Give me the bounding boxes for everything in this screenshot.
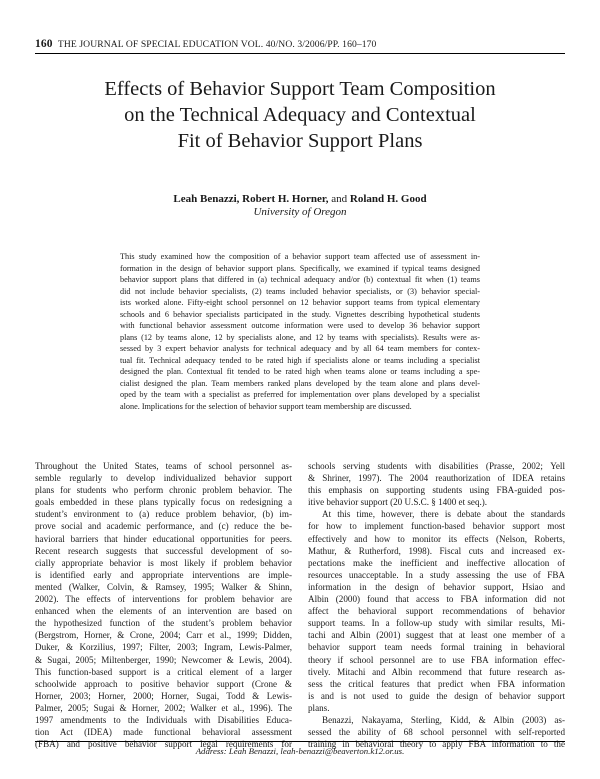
title-line: Effects of Behavior Support Team Composition <box>104 78 496 100</box>
text-line: plans for students who perform chronic problem behavior. The <box>35 485 292 496</box>
text-line: sess the critical features that predict when FBA information <box>308 678 565 689</box>
authors-first: Leah Benazzi, Robert H. Horner, <box>173 193 329 205</box>
text-line: resources unacceptable. In a study assessing the use of FBA <box>308 569 565 580</box>
text-line: training in behavioral theory to apply FBA information to the <box>308 739 565 750</box>
correspondence-address: Address: Leah Benazzi, leah-benazzi@beaverton.k12.or.us. <box>195 746 405 756</box>
text-line: This function-based support is a critical element of a larger <box>35 666 292 677</box>
text-line: havioral barriers that hinder educational opportunities for peers. <box>35 533 292 544</box>
header-rule <box>35 53 565 54</box>
text-line: Recent research suggests that successful development of so- <box>35 545 292 556</box>
journal-running-head: THE JOURNAL OF SPECIAL EDUCATION VOL. 40/NO. 3/2006/PP. 160–170 <box>57 39 377 50</box>
text-line: Throughout the United States, teams of school personnel as- <box>35 461 292 471</box>
abstract-line: ists worked alone. Fifty-eight school personnel on 12 behavior support teams from typical elementary <box>120 298 480 307</box>
abstract-line: tual fit. Technical adequacy tended to be rated high if specialists alone or teams including a specialist <box>120 355 480 365</box>
text-line: prove social and academic performance, and (c) reduce the be- <box>35 521 292 532</box>
abstract-line: did not include behavior specialists, (2) teams included behavior specialists, or (3) behavior special- <box>120 286 480 296</box>
text-line: tively. Mitachi and Albin recommend that future research as- <box>308 666 565 677</box>
abstract-line: formation in the design of behavior support plans. Specifically, we examined if typical teams designed <box>120 263 480 273</box>
authors-last: Roland H. Good <box>349 193 427 205</box>
text-line: cially appropriate behavior is most likely if problem behavior <box>35 557 292 568</box>
abstract-line: oped by the team with a specialist as preferred for implementation over plans developed by a specialist <box>120 390 480 399</box>
text-line: sessed the ability of 68 school personnel with self-reported <box>308 727 565 738</box>
page-number: 160 <box>35 38 53 50</box>
text-line: enhanced when the elements of an intervention are based on <box>35 606 292 617</box>
text-line: At this time, however, there is debate about the standards <box>322 509 565 520</box>
text-line: schoolwide approach to positive behavior support (Crone & <box>35 678 292 689</box>
body-column-right <box>308 460 565 750</box>
abstract-line: alone. Implications for the selection of behavior support team membership are discussed. <box>120 401 412 411</box>
text-line: plans. <box>308 702 330 713</box>
text-line: student’s environment to (a) reduce problem behavior, (b) im- <box>35 509 292 520</box>
text-line: behavior support team needs formal training in behavioral <box>308 642 565 653</box>
text-line: information in the design of behavior support, Hsiao and <box>308 581 565 592</box>
text-line: 2002). The effects of interventions for problem behavior are <box>35 594 292 605</box>
abstract-line: sessed by 3 expert behavior analysts for technical adequacy and by all 64 team members for contex- <box>120 344 480 353</box>
text-line: theory if school personnel are to use FBA information effec- <box>308 654 565 665</box>
title-line: on the Technical Adequacy and Contextual <box>124 104 476 126</box>
text-line: Duker, & Korzilius, 1997; Filter, 2003; Ingram, Lewis-Palmer, <box>35 642 292 653</box>
author-list <box>60 193 540 205</box>
abstract <box>120 251 480 412</box>
authors-and: and <box>328 193 350 205</box>
text-line: is identified early and appropriate interventions are imple- <box>35 569 292 580</box>
text-line: 1997 amendments to the Individuals with Disabilities Educa- <box>35 714 292 725</box>
text-line: Benazzi, Nakayama, Sterling, Kidd, & Albin (2003) as- <box>322 714 565 725</box>
text-line: affect the behavioral support recommendations of behavior <box>308 606 565 617</box>
text-line: effectively and how to monitor its effects (Nelson, Roberts, <box>308 533 565 544</box>
text-line: (FBA) and positive behavior support legal requirements for <box>35 739 292 750</box>
text-line: support teams. In a follow-up study with similar results, Mi- <box>308 618 565 629</box>
text-line: & Shriner, 1997). The 2004 reauthorization of IDEA retains <box>308 473 565 484</box>
title-line: Fit of Behavior Support Plans <box>177 130 423 152</box>
text-line: Palmer, 2005; Sugai & Horner, 2002; Walker et al., 1996). The <box>35 702 292 713</box>
abstract-line: designed the plan. Contextual fit tended to be rated high when teams alone or teams including a spe- <box>120 367 480 376</box>
text-line: & Sugai, 2005; Miltenberger, 1990; Newcomer & Lewis, 2004). <box>35 654 292 665</box>
text-line: tachi and Albin (2001) suggest that at least one member of a <box>308 630 565 641</box>
body-column-left <box>35 460 292 750</box>
text-line: for how to implement function-based behavior support most <box>308 521 565 532</box>
text-line: (Bergstrom, Horner, & Crone, 2004; Carr et al., 1999; Didden, <box>35 630 292 641</box>
abstract-line: plans (12 by teams alone, 12 by specialists alone, and 12 by teams with specialists). Results were as- <box>120 332 480 342</box>
text-line: schools serving students with disabilities (Prasse, 2002; Yell <box>308 461 565 471</box>
text-line: mented (Walker, Colvin, & Ramsey, 1995; Walker & Shinn, <box>35 581 292 592</box>
article-title <box>60 76 540 154</box>
abstract-line: This study examined how the composition of a behavior support team affected use of assessment in- <box>120 252 480 261</box>
text-line: the hypothesized function of the student’s problem behavior <box>35 618 292 629</box>
footer-rule <box>35 741 565 742</box>
text-line: Horner, 2003; Horner, 2000; Horner, Sugai, Todd & Lewis- <box>35 690 292 701</box>
text-line: Mathur, & Rutherford, 1998). Fiscal cuts and increased ex- <box>308 545 565 556</box>
text-line: itive behavior support (20 U.S.C. § 1400 et seq.). <box>308 497 488 508</box>
text-line: semble regularly to develop individualized behavior support <box>35 473 292 484</box>
text-line: this emphasis on supporting students using FBA-guided pos- <box>308 485 565 496</box>
text-line: goals embedded in these plans typically focus on redesigning a <box>35 497 292 508</box>
abstract-line: behavior support plans that differed in (a) technical adequacy and/or (b) contextual fit when (1) teams <box>120 275 480 284</box>
text-line: is and is not used to guide the design of behavior support <box>308 690 565 701</box>
abstract-line: schools and 6 behavior specialists participated in the study. Vignettes describing hypothetical students <box>120 309 480 319</box>
abstract-line: with functional behavior assessment outcome information were used to develop 36 behavior support <box>120 321 480 330</box>
abstract-line: cialist designed the plan. Team members ranked plans developed by the team alone and plans devel- <box>120 378 480 388</box>
text-line: tion Act (IDEA) made functional behavioral assessment <box>35 727 292 738</box>
running-header <box>35 38 376 50</box>
text-line: pectations make the inefficient and ineffective allocation of <box>308 557 565 568</box>
text-line: Albin (2000) found that access to FBA information did not <box>308 594 565 605</box>
affiliation: University of Oregon <box>253 206 347 218</box>
